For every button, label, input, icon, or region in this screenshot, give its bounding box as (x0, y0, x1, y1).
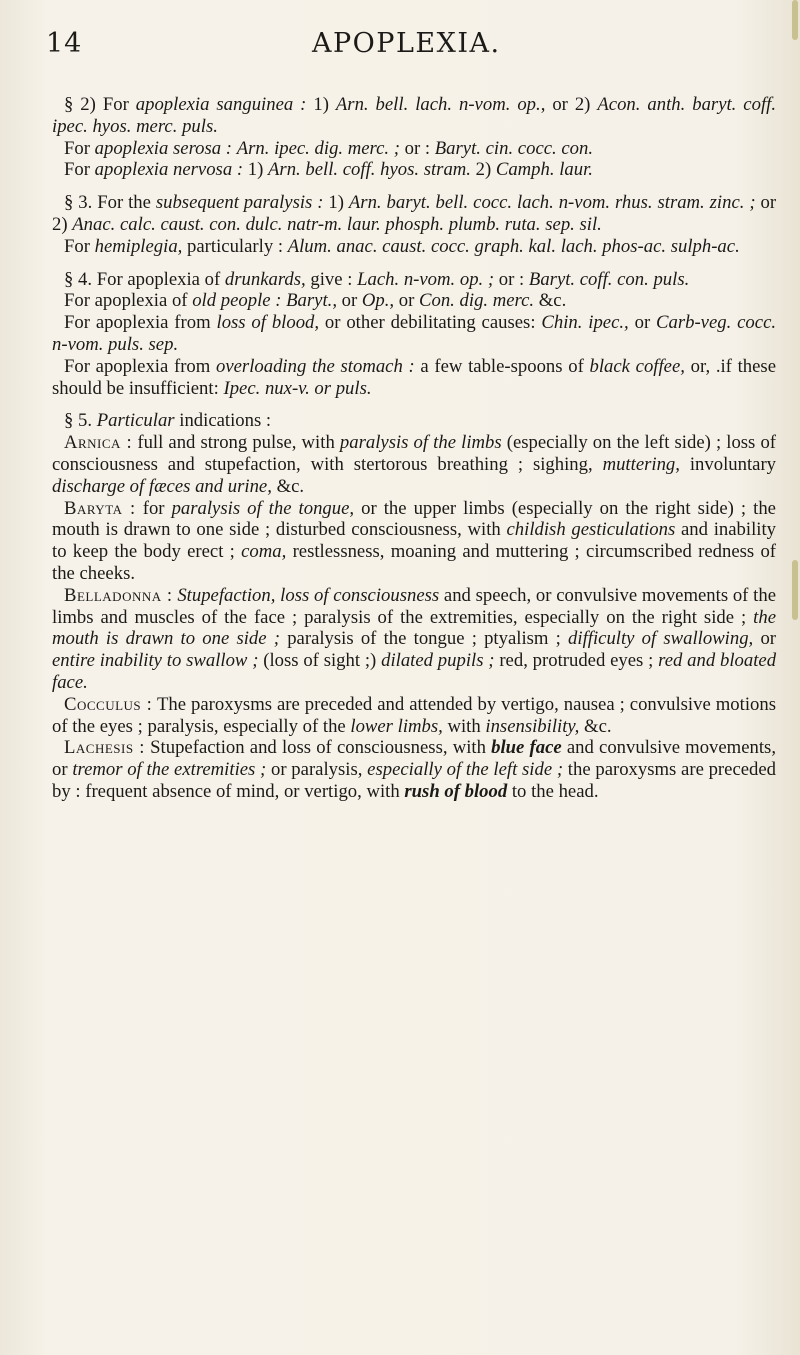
paragraph-loss-of-blood: For apoplexia from loss of blood, or other debilitating causes: Chin. ipec., or Carb-veg. cocc. n-vom. puls. sep. (52, 312, 777, 355)
paragraph-old-people: For apoplexia of old people : Baryt., or Op., or Con. dig. merc. &c. (64, 290, 567, 312)
paragraph-section-2: § 2) For apoplexia sanguinea : 1) Arn. bell. lach. n-vom. op., or 2) Acon. anth. baryt. coff. ipec. hyos. merc. puls. (52, 94, 776, 137)
remedy-cocculus: Cocculus : The paroxysms are preceded and attended by vertigo, nausea ; convulsive motions of the eyes ; paralysis, especially of the lower limbs, with insensibility, &c. (52, 693, 776, 737)
remedy-name: Lachesis : (64, 737, 145, 759)
paragraph-section-4: § 4. For apoplexia of drunkards, give : Lach. n-vom. op. ; or : Baryt. coff. con. puls. (64, 268, 690, 290)
remedy-name: Arnica : (64, 432, 133, 454)
paragraph-section-5: § 5. Particular indications : (64, 410, 272, 432)
remedy-name: Belladonna : (64, 584, 173, 606)
page-edge-stain (792, 0, 798, 40)
remedy-arnica: Arnica : full and strong pulse, with paralysis of the limbs (especially on the left side) ; loss of consciousness and stupefaction, with stertorous breathing ; sighing, muttering, involuntary discharge of fæces and urine, &c. (52, 432, 777, 497)
remedy-name: Baryta : (64, 497, 136, 519)
paragraph-section-3: § 3. For the subsequent paralysis : 1) Arn. baryt. bell. cocc. lach. n-vom. rhus. stram. zinc. ; or 2) Anac. calc. caust. con. dulc. natr-m. laur. phosph. plumb. ruta. sep. sil. (52, 192, 777, 235)
remedy-belladonna: Belladonna : Stupefaction, loss of consciousness and speech, or convulsive movements of the limbs and muscles of the face ; paralysis of the extremities, especially on the right side ; the mouth is drawn to one side ; paralysis of the tongue ; ptyalism ; difficulty of swallowing, or entire inability to swallow ; (loss of sight ;) dilated pupils ; red, protruded eyes ; red and bloated face. (52, 584, 777, 693)
page-header (0, 22, 800, 66)
paragraph-apoplexia-serosa: For apoplexia serosa : Arn. ipec. dig. merc. ; or : Baryt. cin. cocc. con. (64, 137, 594, 159)
paragraph-apoplexia-nervosa: For apoplexia nervosa : 1) Arn. bell. coff. hyos. stram. 2) Camph. laur. (64, 159, 593, 181)
paragraph-overloading-stomach: For apoplexia from overloading the stomach : a few table-spoons of black coffee, or, .if these should be insufficient: Ipec. nux-v. or puls. (52, 355, 776, 399)
body-text (52, 94, 776, 803)
page-edge-stain (792, 560, 798, 620)
paragraph-hemiplegia: For hemiplegia, particularly : Alum. anac. caust. cocc. graph. kal. lach. phos-ac. sulph-ac. (64, 235, 740, 257)
page-number: 14 (46, 28, 83, 59)
running-head: APOPLEXIA. (312, 28, 501, 59)
remedy-name: Cocculus : (64, 693, 153, 715)
remedy-baryta: Baryta : for paralysis of the tongue, or the upper limbs (especially on the right side) ; the mouth is drawn to one side ; disturbed consciousness, with childish gesticulations and inability to keep the body erect ; coma, restlessness, moaning and muttering ; circumscribed redness of the cheeks. (52, 497, 777, 584)
remedy-lachesis: Lachesis : Stupefaction and loss of consciousness, with blue face and convulsive movements, or tremor of the extremities ; or paralysis, especially of the left side ; the paroxysms are preceded by : frequent absence of mind, or vertigo, with rush of blood to the head. (52, 737, 777, 802)
